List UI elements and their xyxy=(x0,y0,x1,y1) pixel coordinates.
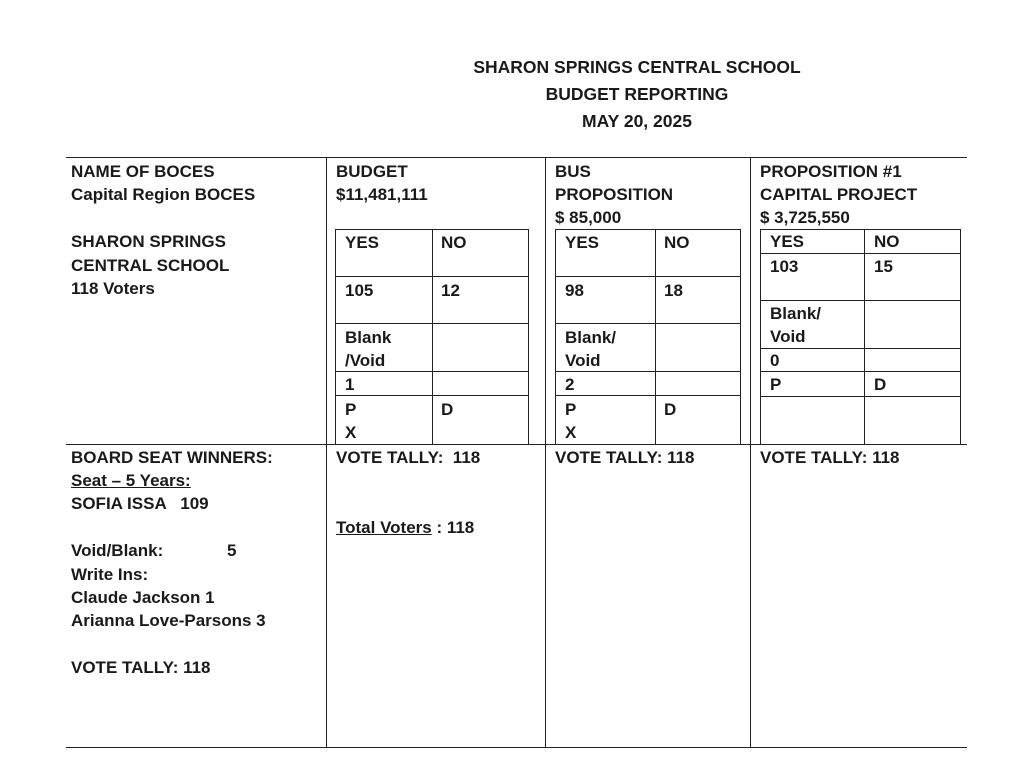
bus-yes-count: 98 xyxy=(565,281,584,300)
bus-vote-tally: VOTE TALLY: 118 xyxy=(555,448,695,467)
prop1-yes-header: YES xyxy=(770,232,805,251)
board-heading: BOARD SEAT WINNERS: xyxy=(71,448,273,467)
board-winner: SOFIA ISSA 109 xyxy=(71,494,209,513)
table-bottom-border xyxy=(66,747,967,748)
prop1-yes-count: 103 xyxy=(770,257,799,276)
board-write-in-2: Arianna Love-Parsons 3 xyxy=(71,611,266,630)
title-report: BUDGET REPORTING xyxy=(545,84,729,104)
budget-amount: $11,481,111 xyxy=(336,185,428,204)
bus-label-1: BUS xyxy=(555,162,591,181)
budget-yes-count: 105 xyxy=(345,281,374,300)
budget-blank-label-2: /Void xyxy=(345,351,386,370)
title-school: SHARON SPRINGS CENTRAL SCHOOL xyxy=(473,57,801,77)
column-divider-1 xyxy=(326,157,327,748)
board-write-in-1: Claude Jackson 1 xyxy=(71,588,215,607)
total-voters-value: : 118 xyxy=(431,518,475,537)
bus-no-header: NO xyxy=(664,233,690,252)
total-voters-label: Total Voters xyxy=(336,518,432,537)
title-date: MAY 20, 2025 xyxy=(582,111,692,131)
bus-p-label: P xyxy=(565,400,577,419)
prop1-no-count: 15 xyxy=(874,257,893,276)
prop1-amount: $ 3,725,550 xyxy=(760,208,850,227)
prop1-label-1: PROPOSITION #1 xyxy=(760,162,902,181)
bus-amount: $ 85,000 xyxy=(555,208,622,227)
table-row-divider xyxy=(66,444,967,445)
board-void-label: Void/Blank: xyxy=(71,541,164,560)
prop1-p-label: P xyxy=(770,375,782,394)
budget-yes-header: YES xyxy=(345,233,380,252)
bus-blank-label-2: Void xyxy=(565,351,601,370)
budget-vote-tally: VOTE TALLY: 118 xyxy=(336,448,481,467)
district-voters: 118 Voters xyxy=(71,279,155,298)
budget-blank-label-1: Blank xyxy=(345,328,392,347)
prop1-vote-tally: VOTE TALLY: 118 xyxy=(760,448,900,467)
budget-blank-count: 1 xyxy=(345,375,355,394)
column-divider-2 xyxy=(545,157,546,748)
budget-no-count: 12 xyxy=(441,281,460,300)
budget-label: BUDGET xyxy=(336,162,408,181)
prop1-blank-count: 0 xyxy=(770,351,780,370)
district-name-1: SHARON SPRINGS xyxy=(71,232,226,251)
bus-blank-label-1: Blank/ xyxy=(565,328,617,347)
budget-no-header: NO xyxy=(441,233,467,252)
total-voters xyxy=(336,516,474,539)
prop1-d-label: D xyxy=(874,375,887,394)
board-seat-term: Seat – 5 Years: xyxy=(71,471,191,490)
prop1-label-2: CAPITAL PROJECT xyxy=(760,185,918,204)
district-name-2: CENTRAL SCHOOL xyxy=(71,256,230,275)
board-write-ins-label: Write Ins: xyxy=(71,565,149,584)
budget-p-label: P xyxy=(345,400,357,419)
boces-label: NAME OF BOCES xyxy=(71,162,215,181)
bus-blank-count: 2 xyxy=(565,375,575,394)
board-void-count: 5 xyxy=(227,541,237,560)
column-divider-3 xyxy=(750,157,751,748)
prop1-blank-label-1: Blank/ xyxy=(770,304,822,323)
prop1-no-header: NO xyxy=(874,232,900,251)
bus-no-count: 18 xyxy=(664,281,683,300)
table-top-border xyxy=(66,157,967,158)
budget-x-mark: X xyxy=(345,423,357,442)
prop1-blank-label-2: Void xyxy=(770,327,806,346)
board-vote-tally: VOTE TALLY: 118 xyxy=(71,658,211,677)
bus-yes-header: YES xyxy=(565,233,600,252)
boces-name: Capital Region BOCES xyxy=(71,185,256,204)
bus-label-2: PROPOSITION xyxy=(555,185,674,204)
budget-d-label: D xyxy=(441,400,454,419)
bus-d-label: D xyxy=(664,400,677,419)
bus-x-mark: X xyxy=(565,423,577,442)
